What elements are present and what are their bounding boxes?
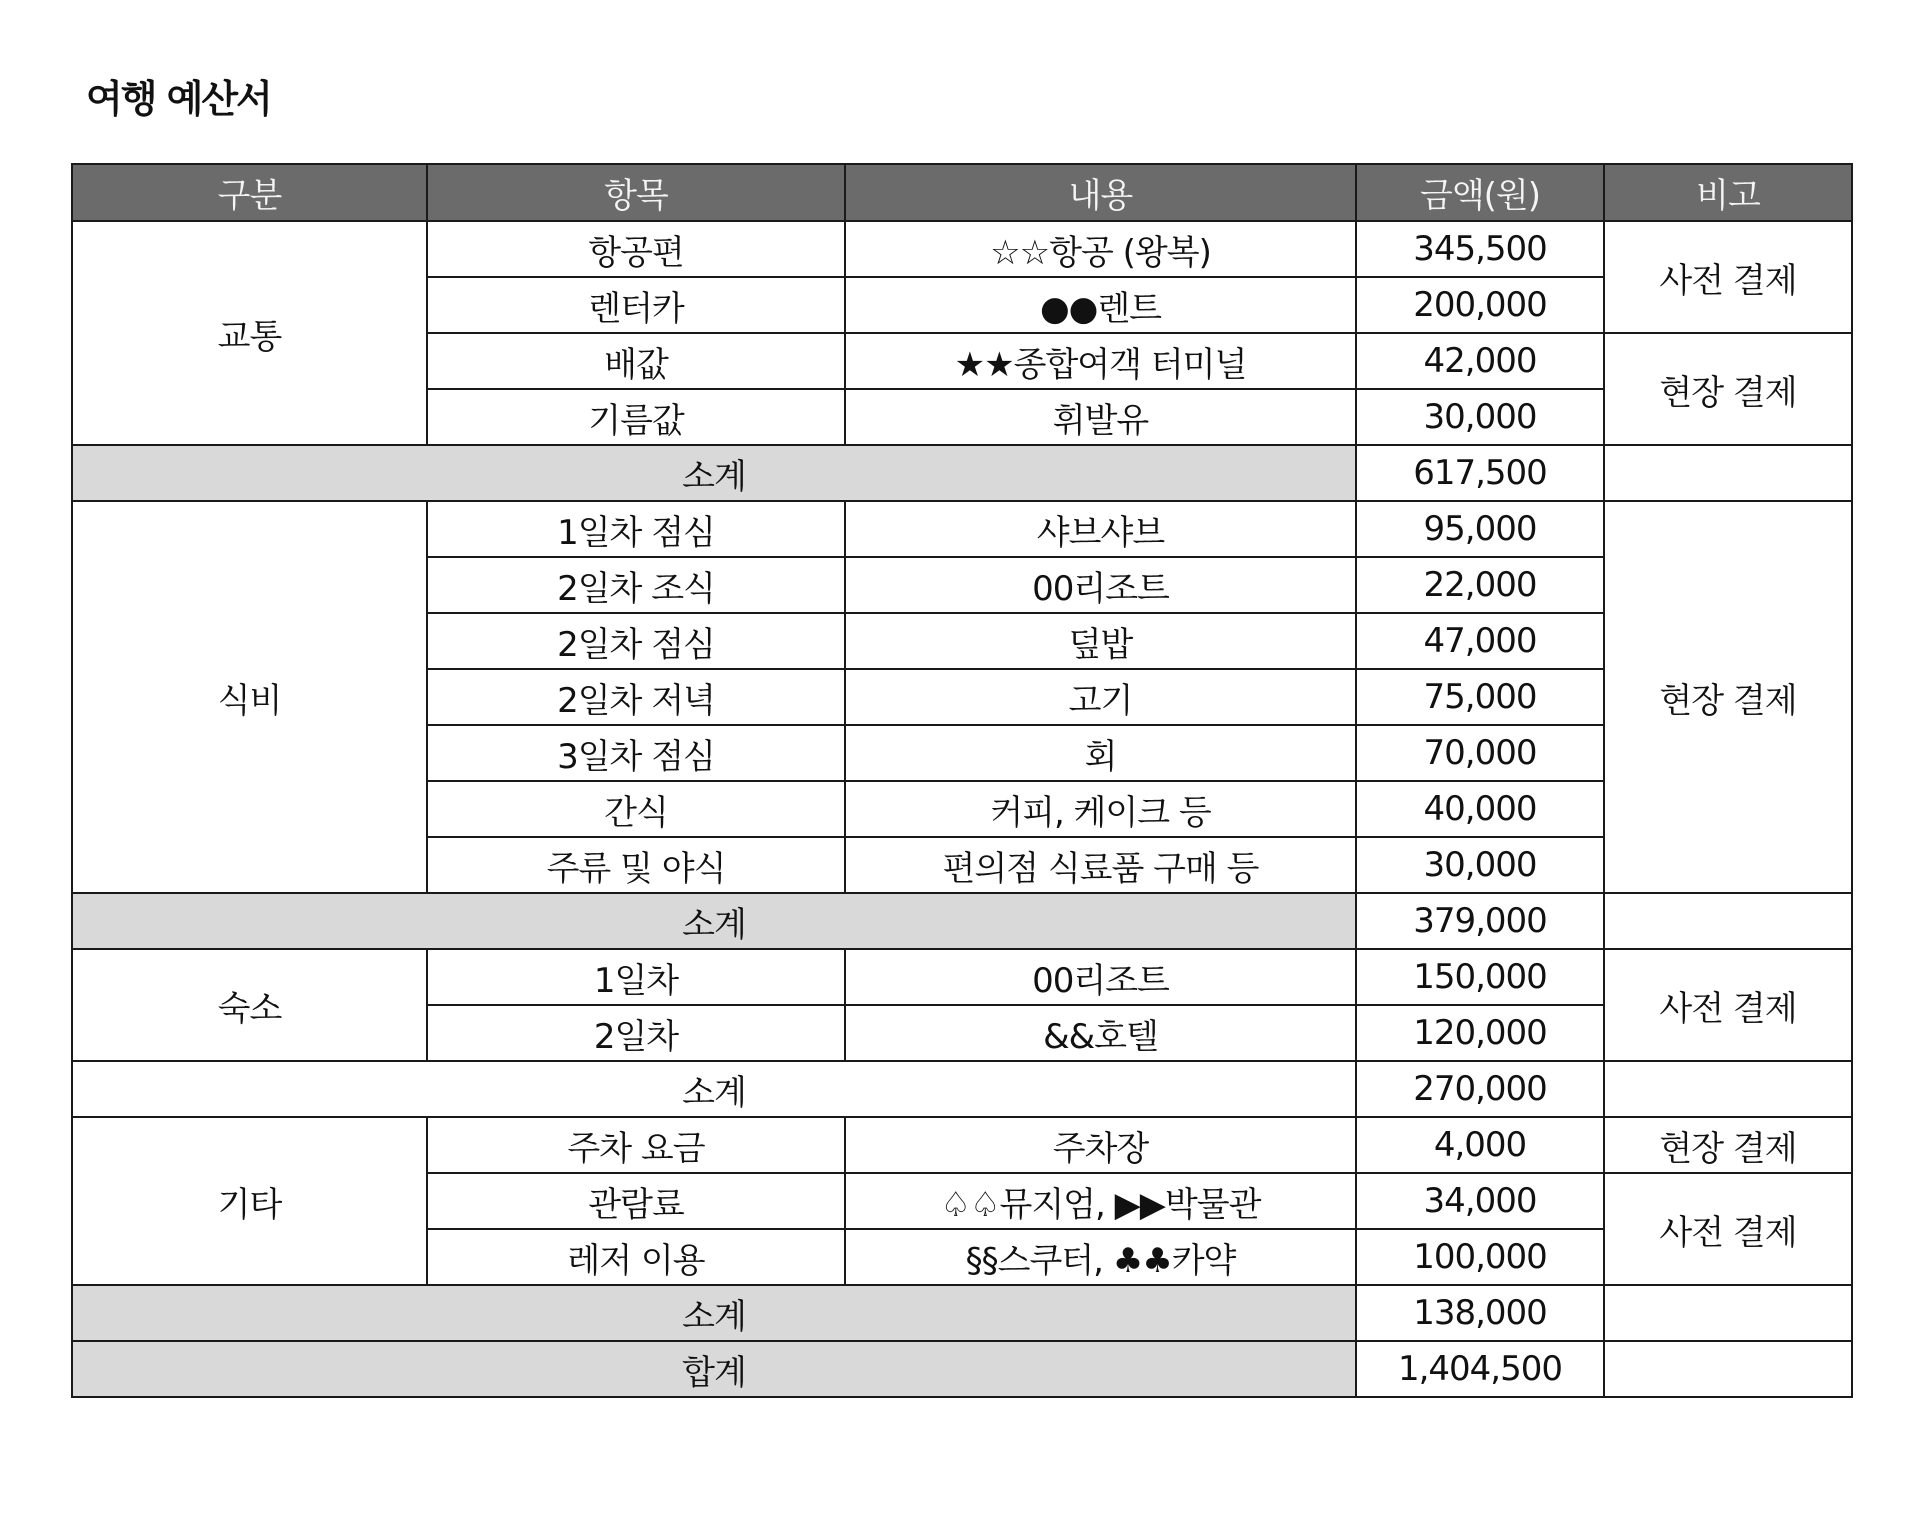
- category-cell: 교통: [72, 221, 427, 445]
- item-cell: 기름값: [427, 389, 845, 445]
- table-row: [72, 501, 1852, 557]
- amount-cell: 47,000: [1356, 613, 1604, 669]
- header-note: 비고: [1604, 164, 1852, 221]
- detail-cell: §§스쿠터, ♣♣카약: [845, 1229, 1356, 1285]
- detail-cell: 고기: [845, 669, 1356, 725]
- detail-cell: ★★종합여객 터미널: [845, 333, 1356, 389]
- total-row: [72, 1341, 1852, 1397]
- item-cell: 항공편: [427, 221, 845, 277]
- amount-cell: 75,000: [1356, 669, 1604, 725]
- total-note: [1604, 1341, 1852, 1397]
- total-label: 합계: [72, 1341, 1356, 1397]
- item-cell: 주차 요금: [427, 1117, 845, 1173]
- subtotal-label: 소계: [72, 445, 1356, 501]
- detail-cell: ☆☆항공 (왕복): [845, 221, 1356, 277]
- amount-cell: 95,000: [1356, 501, 1604, 557]
- subtotal-amount: 379,000: [1356, 893, 1604, 949]
- detail-cell: 00리조트: [845, 949, 1356, 1005]
- detail-cell: 휘발유: [845, 389, 1356, 445]
- detail-cell: 커피, 케이크 등: [845, 781, 1356, 837]
- item-cell: 2일차 점심: [427, 613, 845, 669]
- amount-cell: 120,000: [1356, 1005, 1604, 1061]
- note-cell: 사전 결제: [1604, 1173, 1852, 1285]
- header-amount: 금액(원): [1356, 164, 1604, 221]
- item-cell: 2일차 조식: [427, 557, 845, 613]
- item-cell: 간식: [427, 781, 845, 837]
- header-category: 구분: [72, 164, 427, 221]
- category-cell: 기타: [72, 1117, 427, 1285]
- subtotal-note: [1604, 1061, 1852, 1117]
- header-detail: 내용: [845, 164, 1356, 221]
- detail-cell: 샤브샤브: [845, 501, 1356, 557]
- header-item: 항목: [427, 164, 845, 221]
- amount-cell: 34,000: [1356, 1173, 1604, 1229]
- subtotal-note: [1604, 445, 1852, 501]
- item-cell: 3일차 점심: [427, 725, 845, 781]
- amount-cell: 22,000: [1356, 557, 1604, 613]
- subtotal-row: [72, 1285, 1852, 1341]
- table-row: [72, 221, 1852, 277]
- detail-cell: 주차장: [845, 1117, 1356, 1173]
- subtotal-row: [72, 1061, 1852, 1117]
- table-row: [72, 949, 1852, 1005]
- subtotal-label: 소계: [72, 1285, 1356, 1341]
- amount-cell: 100,000: [1356, 1229, 1604, 1285]
- subtotal-row: [72, 445, 1852, 501]
- amount-cell: 70,000: [1356, 725, 1604, 781]
- note-cell: 현장 결제: [1604, 333, 1852, 445]
- header-row: [72, 164, 1852, 221]
- item-cell: 2일차: [427, 1005, 845, 1061]
- detail-cell: 편의점 식료품 구매 등: [845, 837, 1356, 893]
- table-row: [72, 1117, 1852, 1173]
- total-amount: 1,404,500: [1356, 1341, 1604, 1397]
- amount-cell: 150,000: [1356, 949, 1604, 1005]
- item-cell: 관람료: [427, 1173, 845, 1229]
- item-cell: 배값: [427, 333, 845, 389]
- detail-cell: 덮밥: [845, 613, 1356, 669]
- subtotal-amount: 617,500: [1356, 445, 1604, 501]
- note-cell: 현장 결제: [1604, 1117, 1852, 1173]
- item-cell: 렌터카: [427, 277, 845, 333]
- detail-cell: ♤♤뮤지엄, ▶▶박물관: [845, 1173, 1356, 1229]
- amount-cell: 4,000: [1356, 1117, 1604, 1173]
- item-cell: 1일차 점심: [427, 501, 845, 557]
- item-cell: 레저 이용: [427, 1229, 845, 1285]
- detail-cell: 회: [845, 725, 1356, 781]
- amount-cell: 40,000: [1356, 781, 1604, 837]
- category-cell: 숙소: [72, 949, 427, 1061]
- item-cell: 2일차 저녁: [427, 669, 845, 725]
- page-title: 여행 예산서: [86, 77, 271, 121]
- detail-cell: &&호텔: [845, 1005, 1356, 1061]
- subtotal-amount: 270,000: [1356, 1061, 1604, 1117]
- subtotal-label: 소계: [72, 1061, 1356, 1117]
- subtotal-label: 소계: [72, 893, 1356, 949]
- amount-cell: 200,000: [1356, 277, 1604, 333]
- budget-table: [71, 163, 1853, 1398]
- item-cell: 주류 및 야식: [427, 837, 845, 893]
- amount-cell: 42,000: [1356, 333, 1604, 389]
- amount-cell: 345,500: [1356, 221, 1604, 277]
- category-cell: 식비: [72, 501, 427, 893]
- detail-cell: 00리조트: [845, 557, 1356, 613]
- subtotal-note: [1604, 1285, 1852, 1341]
- item-cell: 1일차: [427, 949, 845, 1005]
- note-cell: 현장 결제: [1604, 501, 1852, 893]
- note-cell: 사전 결제: [1604, 221, 1852, 333]
- subtotal-note: [1604, 893, 1852, 949]
- amount-cell: 30,000: [1356, 389, 1604, 445]
- note-cell: 사전 결제: [1604, 949, 1852, 1061]
- subtotal-amount: 138,000: [1356, 1285, 1604, 1341]
- amount-cell: 30,000: [1356, 837, 1604, 893]
- detail-cell: ●●렌트: [845, 277, 1356, 333]
- subtotal-row: [72, 893, 1852, 949]
